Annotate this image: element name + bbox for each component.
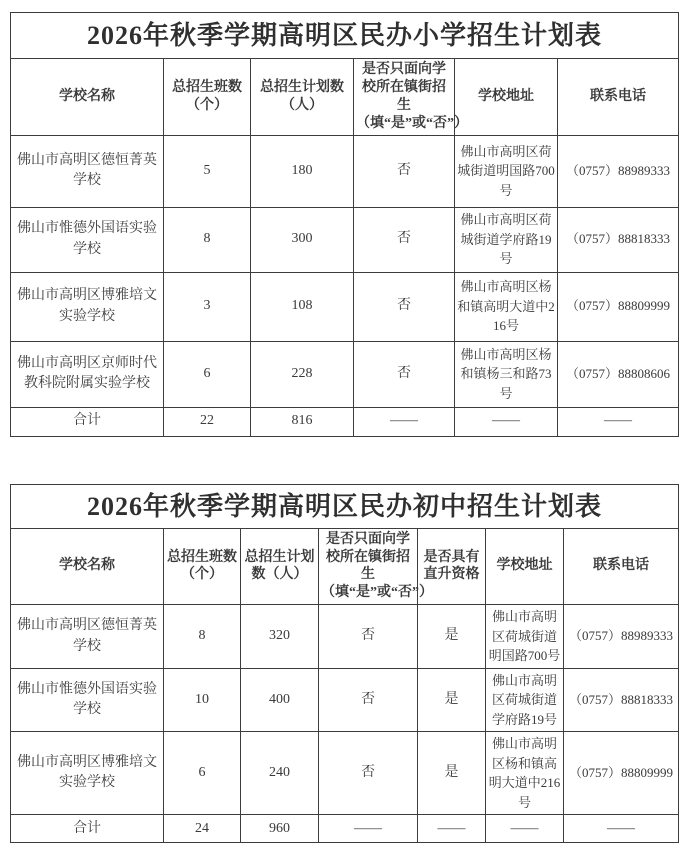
col-header-phone: 联系电话 [558,59,679,136]
cell-total-dash: —— [558,407,679,436]
cell-direct-promotion: 是 [418,605,486,669]
col-header-direct-promotion: 是否具有直升资格 [418,528,486,605]
col-header-township-only: 是否只面向学校所在镇街招生（填“是”或“否”） [354,59,455,136]
column-header-row [11,528,679,605]
cell-plan-count: 400 [241,668,319,732]
table-row [11,272,679,341]
cell-total-plan: 960 [241,815,319,843]
cell-class-count: 3 [164,272,251,341]
cell-total-dash: —— [455,407,558,436]
col-header-school-name: 学校名称 [11,528,164,605]
cell-total-dash: —— [486,815,564,843]
cell-plan-count: 180 [251,135,354,207]
table-title-row [11,13,679,59]
cell-total-plan: 816 [251,407,354,436]
cell-township-only: 否 [354,135,455,207]
col-header-plan-count: 总招生计划数（人） [251,59,354,136]
col-header-township-only: 是否只面向学校所在镇街招生（填“是”或“否”） [319,528,418,605]
cell-class-count: 10 [164,668,241,732]
middle-table-title: 2026年秋季学期高明区民办初中招生计划表 [11,484,679,528]
cell-phone: （0757）88989333 [558,135,679,207]
cell-township-only: 否 [354,207,455,272]
cell-address: 佛山市高明区杨和镇杨三和路73号 [455,341,558,407]
cell-school-name: 佛山市惟德外国语实验学校 [11,668,164,732]
col-header-phone: 联系电话 [564,528,679,605]
cell-plan-count: 320 [241,605,319,669]
cell-total-classes: 24 [164,815,241,843]
cell-township-only: 否 [319,668,418,732]
cell-address: 佛山市高明区荷城街道明国路700号 [455,135,558,207]
col-header-address: 学校地址 [486,528,564,605]
cell-plan-count: 108 [251,272,354,341]
cell-total-dash: —— [319,815,418,843]
cell-township-only: 否 [354,272,455,341]
cell-direct-promotion: 是 [418,668,486,732]
cell-phone: （0757）88809999 [558,272,679,341]
primary-school-enrollment-table [10,12,679,437]
cell-total-label: 合计 [11,407,164,436]
table-row [11,605,679,669]
cell-class-count: 6 [164,341,251,407]
cell-plan-count: 240 [241,732,319,815]
cell-school-name: 佛山市高明区德恒菁英学校 [11,135,164,207]
cell-total-dash: —— [564,815,679,843]
total-row [11,815,679,843]
cell-school-name: 佛山市高明区德恒菁英学校 [11,605,164,669]
cell-plan-count: 300 [251,207,354,272]
cell-school-name: 佛山市高明区京师时代教科院附属实验学校 [11,341,164,407]
cell-class-count: 8 [164,605,241,669]
cell-address: 佛山市高明区荷城街道学府路19号 [486,668,564,732]
total-row [11,407,679,436]
cell-phone: （0757）88989333 [564,605,679,669]
cell-school-name: 佛山市高明区博雅培文实验学校 [11,272,164,341]
table-row [11,341,679,407]
cell-school-name: 佛山市高明区博雅培文实验学校 [11,732,164,815]
table-title-row [11,484,679,528]
cell-total-classes: 22 [164,407,251,436]
col-header-school-name: 学校名称 [11,59,164,136]
table-row [11,207,679,272]
cell-direct-promotion: 是 [418,732,486,815]
cell-township-only: 否 [354,341,455,407]
col-header-plan-count: 总招生计划数（人） [241,528,319,605]
cell-township-only: 否 [319,732,418,815]
cell-total-dash: —— [418,815,486,843]
middle-school-enrollment-table [10,484,679,843]
cell-address: 佛山市高明区杨和镇高明大道中216号 [455,272,558,341]
col-header-class-count: 总招生班数（个） [164,528,241,605]
cell-phone: （0757）88818333 [564,668,679,732]
cell-school-name: 佛山市惟德外国语实验学校 [11,207,164,272]
cell-address: 佛山市高明区杨和镇高明大道中216号 [486,732,564,815]
cell-phone: （0757）88809999 [564,732,679,815]
cell-phone: （0757）88818333 [558,207,679,272]
primary-table-title: 2026年秋季学期高明区民办小学招生计划表 [11,13,679,59]
column-header-row [11,59,679,136]
cell-class-count: 6 [164,732,241,815]
cell-plan-count: 228 [251,341,354,407]
cell-total-dash: —— [354,407,455,436]
table-row [11,668,679,732]
cell-total-label: 合计 [11,815,164,843]
cell-address: 佛山市高明区荷城街道明国路700号 [486,605,564,669]
table-row [11,135,679,207]
cell-class-count: 5 [164,135,251,207]
cell-class-count: 8 [164,207,251,272]
cell-address: 佛山市高明区荷城街道学府路19号 [455,207,558,272]
col-header-class-count: 总招生班数（个） [164,59,251,136]
cell-township-only: 否 [319,605,418,669]
cell-phone: （0757）88808606 [558,341,679,407]
table-row [11,732,679,815]
col-header-address: 学校地址 [455,59,558,136]
